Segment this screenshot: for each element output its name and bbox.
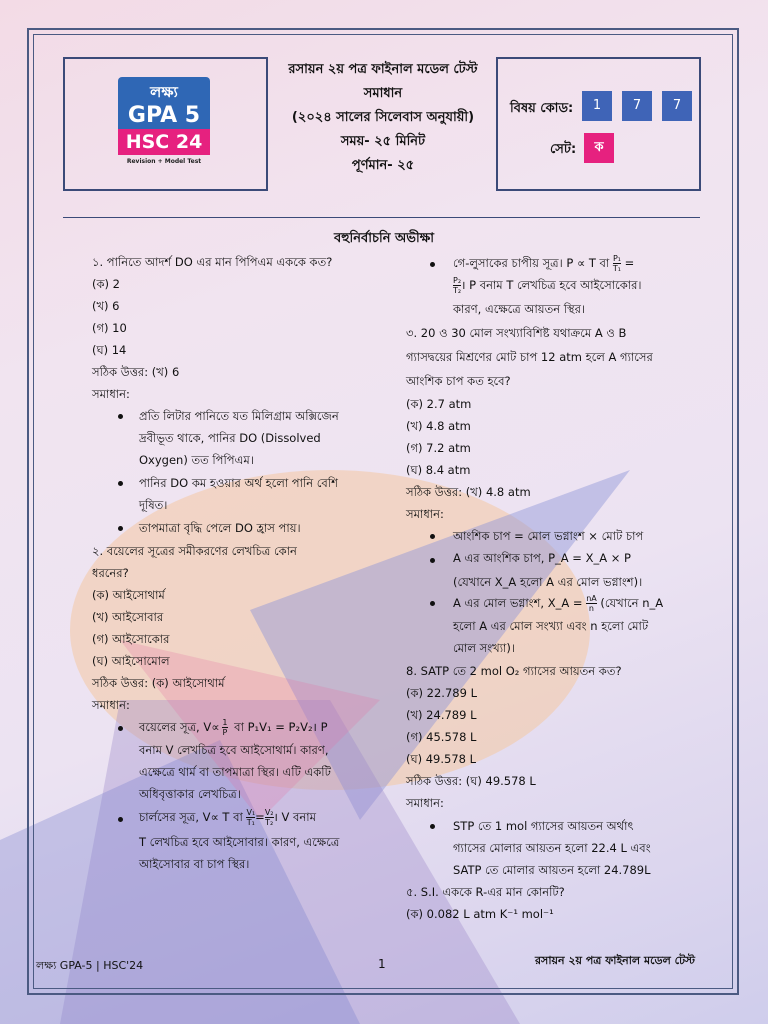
- option: (ক) 0.082 L atm K⁻¹ mol⁻¹: [406, 907, 554, 921]
- solution-text: আইসোবার বা চাপ স্থির।: [139, 857, 250, 871]
- bullet-icon: [430, 601, 435, 606]
- option: (ক) 2: [92, 277, 120, 291]
- option: (গ) 10: [92, 321, 127, 335]
- time-limit: সময়- ২৫ মিনিট: [340, 134, 426, 149]
- exam-title: রসায়ন ২য় পত্র ফাইনাল মডেল টেস্ট: [288, 62, 478, 77]
- brand-logo: [118, 77, 210, 177]
- logo-tagline: Revision + Model Test: [126, 158, 202, 165]
- option: (খ) 6: [92, 299, 120, 313]
- bullet-icon: [430, 262, 435, 267]
- bullet-icon: [430, 534, 435, 539]
- solution-text: দূষিত।: [139, 498, 168, 512]
- solution-text: হলো A এর মোল সংখ্যা এবং n হলো মোট: [453, 619, 649, 633]
- footer-title: রসায়ন ২য় পত্র ফাইনাল মডেল টেস্ট: [535, 954, 696, 967]
- solution-text: আংশিক চাপ = মোল ভগ্নাংশ × মোট চাপ: [453, 529, 644, 543]
- option: (গ) 45.578 L: [406, 730, 477, 744]
- solution-text: এক্ষেত্রে থার্ম বা তাপমাত্রা স্থির। এটি একটি: [139, 765, 331, 779]
- option: (খ) আইসোবার: [92, 610, 164, 624]
- option: (ক) আইসোথার্ম: [92, 588, 165, 602]
- answer: সঠিক উত্তর: (ঘ) 49.578 L: [406, 774, 536, 788]
- set-value: ক: [584, 133, 614, 163]
- option: (গ) 7.2 atm: [406, 441, 471, 455]
- question-4: 8. SATP তে 2 mol O₂ গ্যাসের আয়তন কত?: [406, 664, 622, 678]
- solution-text: T লেখচিত্র হবে আইসোবার। কারণ, এক্ষেত্রে: [139, 835, 340, 849]
- exam-title-block: [272, 58, 494, 178]
- option: (ঘ) আইসোমোল: [92, 654, 170, 668]
- solution-text: (যেখানে X_A হলো A এর মোল ভগ্নাংশ)।: [453, 575, 643, 589]
- question-5: ৫. S.I. এককে R-এর মান কোনটি?: [406, 885, 565, 899]
- question-2: ধরনের?: [92, 566, 129, 580]
- option: (ঘ) 8.4 atm: [406, 463, 471, 477]
- option: (গ) আইসোকোর: [92, 632, 170, 646]
- option: (ক) 2.7 atm: [406, 397, 472, 411]
- set-label: সেট:: [550, 142, 577, 157]
- bullet-icon: [118, 526, 123, 531]
- solution-label: সমাধান:: [92, 698, 130, 712]
- solution-text: STP তে 1 mol গ্যাসের আয়তন অর্থাৎ: [453, 819, 634, 833]
- solution-text: গ্যাসের মোলার আয়তন হলো 22.4 L এবং: [453, 841, 651, 855]
- full-marks: পূর্ণমান- ২৫: [351, 158, 415, 173]
- solution-text: দ্রবীভূত থাকে, পানির DO (Dissolved: [139, 431, 321, 445]
- answer: সঠিক উত্তর: (খ) 6: [92, 365, 180, 379]
- question-2: ২. বয়েলের সূত্রের সমীকরণের লেখচিত্র কোন: [92, 544, 297, 558]
- option: (ঘ) 49.578 L: [406, 752, 477, 766]
- option: (ঘ) 14: [92, 343, 127, 357]
- bullet-icon: [430, 824, 435, 829]
- option: (ক) 22.789 L: [406, 686, 477, 700]
- solution-text: SATP তে মোলার আয়তন হলো 24.789L: [453, 863, 651, 877]
- option: (খ) 4.8 atm: [406, 419, 471, 433]
- solution-text: A এর মোল ভগ্নাংশ, X_A = $\frac{nA}{n}$ (যেখানে n_A: [453, 594, 664, 613]
- solution-text: Oxygen) তত পিপিএম।: [139, 453, 254, 467]
- solution-text: বনাম V লেখচিত্র হবে আইসোথার্ম। কারণ,: [139, 743, 329, 757]
- question-3: আংশিক চাপ কত হবে?: [406, 374, 511, 388]
- subject-code-digit: 7: [662, 91, 692, 121]
- bullet-icon: [118, 817, 123, 822]
- solution-text: মোল সংখ্যা)।: [453, 641, 515, 655]
- answer: সঠিক উত্তর: (খ) 4.8 atm: [406, 485, 531, 499]
- subject-code-label: বিষয় কোড:: [510, 101, 574, 116]
- solution-label: সমাধান:: [406, 507, 444, 521]
- bullet-icon: [118, 481, 123, 486]
- solution-text: তাপমাত্রা বৃদ্ধি পেলে DO হ্রাস পায়।: [139, 521, 301, 535]
- logo-gpa: GPA 5: [127, 103, 201, 128]
- logo-brand: লক্ষ্য: [150, 83, 178, 101]
- answer: সঠিক উত্তর: (ক) আইসোথার্ম: [92, 676, 225, 690]
- solution-label: সমাধান:: [92, 387, 130, 401]
- section-title: বহুনির্বাচনি অভীক্ষা: [333, 231, 434, 246]
- header-rule: [63, 217, 700, 218]
- solution-label: সমাধান:: [406, 796, 444, 810]
- option: (খ) 24.789 L: [406, 708, 477, 722]
- solution-text: গে-লুসাকের চাপীয় সূত্র। P ∝ T বা $\frac{\text{P₁}}{\text{T₁}}$ =: [453, 254, 635, 273]
- bullet-icon: [430, 558, 435, 563]
- exam-subtitle: সমাধান: [363, 86, 403, 101]
- solution-text: পানির DO কম হওয়ার অর্থ হলো পানি বেশি: [139, 476, 338, 490]
- solution-text: চার্লসের সূত্র, V∝ T বা $\frac{\text{V₁}}{\text{T₁}}$ = $\frac{\text{V₂}}{\text{T₂}}$ । V বনাম: [139, 808, 317, 827]
- question-3: গ্যাসদ্বয়ের মিশ্রণের মোট চাপ 12 atm হলে A গ্যাসের: [406, 350, 653, 364]
- subject-code-box: [496, 57, 701, 191]
- solution-text: A এর আংশিক চাপ, P_A = X_A × P: [453, 551, 631, 565]
- solution-text: $\frac{\text{P₂}}{\text{T₂}}$ । P বনাম T লেখচিত্র হবে আইসোকোর।: [453, 276, 642, 295]
- solution-text: কারণ, এক্ষেত্রে আয়তন স্থির।: [453, 302, 586, 316]
- question-1: ১. পানিতে আদর্শ DO এর মান পিপিএম এককে কত?: [92, 255, 333, 269]
- solution-text: বয়েলের সূত্র, V∝ $\frac{1}{P}$ বা P₁V₁ = P₂V₂। P: [139, 718, 328, 737]
- page-number: 1: [378, 957, 386, 971]
- bullet-icon: [118, 414, 123, 419]
- solution-text: অধিবৃত্তাকার লেখচিত্র।: [139, 787, 241, 801]
- question-3: ৩. 20 ও 30 মোল সংখ্যাবিশিষ্ট যথাক্রমে A ও B: [406, 326, 627, 340]
- footer-brand: লক্ষ্য GPA-5 | HSC'24: [36, 959, 144, 972]
- subject-code-digit: 1: [582, 91, 612, 121]
- bullet-icon: [118, 726, 123, 731]
- solution-text: প্রতি লিটার পানিতে যত মিলিগ্রাম অক্সিজেন: [139, 409, 339, 423]
- subject-code-digit: 7: [622, 91, 652, 121]
- logo-hsc: HSC 24: [118, 129, 210, 155]
- syllabus-note: (২০২৪ সালের সিলেবাস অনুযায়ী): [291, 110, 475, 125]
